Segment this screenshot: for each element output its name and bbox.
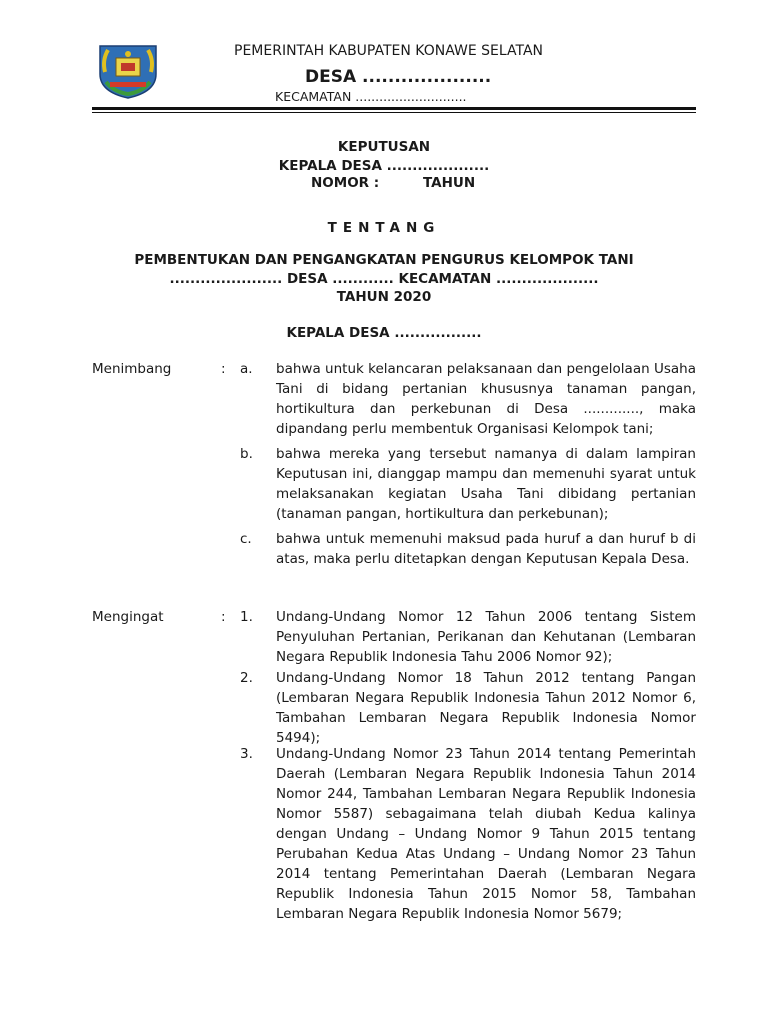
menimbang-item-a-text: bahwa untuk kelancaran pelaksanaan dan pengelolaan Usaha Tani di bidang pertanian khususnya tanaman pangan, hortikultura dan perkebunan di Desa ............., maka dipandang perlu membentuk Organisasi Kelompok tani; — [276, 361, 696, 437]
menimbang-item-b-mark: b. — [240, 446, 253, 462]
menimbang-item-c-mark: c. — [240, 531, 252, 547]
letterhead-rule-thin — [92, 112, 696, 113]
mengingat-item-3-mark: 3. — [240, 746, 253, 762]
decree-subject-line-2: ...................... DESA ............ KECAMATAN .................... — [169, 271, 599, 287]
tentang-heading: TENTANG — [327, 220, 441, 236]
mengingat-item-2-mark: 2. — [240, 670, 253, 686]
regency-emblem-icon — [94, 42, 162, 100]
menimbang-item-a-mark: a. — [240, 361, 253, 377]
decree-subject-line-1: PEMBENTUKAN DAN PENGANGKATAN PENGURUS KELOMPOK TANI — [134, 252, 634, 268]
letterhead-rule-thick — [92, 107, 696, 110]
menimbang-colon: : — [221, 361, 226, 377]
mengingat-colon: : — [221, 609, 226, 625]
decree-year-label: TAHUN — [423, 175, 476, 191]
mengingat-item-1-mark: 1. — [240, 609, 253, 625]
decree-subject-year: TAHUN 2020 — [336, 289, 432, 305]
kepala-desa-heading: KEPALA DESA ................. — [286, 325, 482, 341]
header-village-name: DESA .................... — [305, 67, 492, 87]
decree-number-label: NOMOR : — [311, 175, 380, 191]
menimbang-item-b-text: bahwa mereka yang tersebut namanya di dalam lampiran Keputusan ini, dianggap mampu dan memenuhi syarat untuk melaksanakan kegiatan Usaha Tani dibidang pertanian (tanaman pangan, hortikultura dan perkebunan); — [276, 446, 696, 522]
header-government-name: PEMERINTAH KABUPATEN KONAWE SELATAN — [234, 43, 543, 59]
menimbang-label: Menimbang — [92, 361, 172, 377]
decree-title: KEPUTUSAN — [337, 139, 431, 155]
menimbang-item-c-text: bahwa untuk memenuhi maksud pada huruf a dan huruf b di atas, maka perlu ditetapkan dengan Keputusan Kepala Desa. — [276, 531, 696, 567]
decree-issuer: KEPALA DESA .................... — [278, 158, 490, 174]
header-district-name: KECAMATAN ............................ — [275, 89, 467, 104]
mengingat-item-3-text: Undang-Undang Nomor 23 Tahun 2014 tentang Pemerintah Daerah (Lembaran Negara Republik Indonesia Tahun 2014 Nomor 244, Tambahan Lembaran Negara Republik Indonesia Nomor 5587) sebagaimana telah diubah Kedua kalinya dengan Undang – Undang Nomor 9 Tahun 2015 tentang Perubahan Kedua Atas Undang – Undang Nomor 23 Tahun 2014 tentang Pemerintahan Daerah (Lembaran Negara Republik Indonesia Tahun 2015 Nomor 58, Tambahan Lembaran Negara Republik Indonesia Nomor 5679; — [276, 746, 696, 922]
mengingat-item-2-text: Undang-Undang Nomor 18 Tahun 2012 tentang Pangan (Lembaran Negara Republik Indonesia Tahun 2012 Nomor 6, Tambahan Lembaran Negara Republik Indonesia Nomor 5494); — [276, 670, 696, 746]
mengingat-label: Mengingat — [92, 609, 164, 625]
mengingat-item-1-text: Undang-Undang Nomor 12 Tahun 2006 tentang Sistem Penyuluhan Pertanian, Perikanan dan Kehutanan (Lembaran Negara Republik Indonesia Tahu 2006 Nomor 92); — [276, 609, 696, 665]
